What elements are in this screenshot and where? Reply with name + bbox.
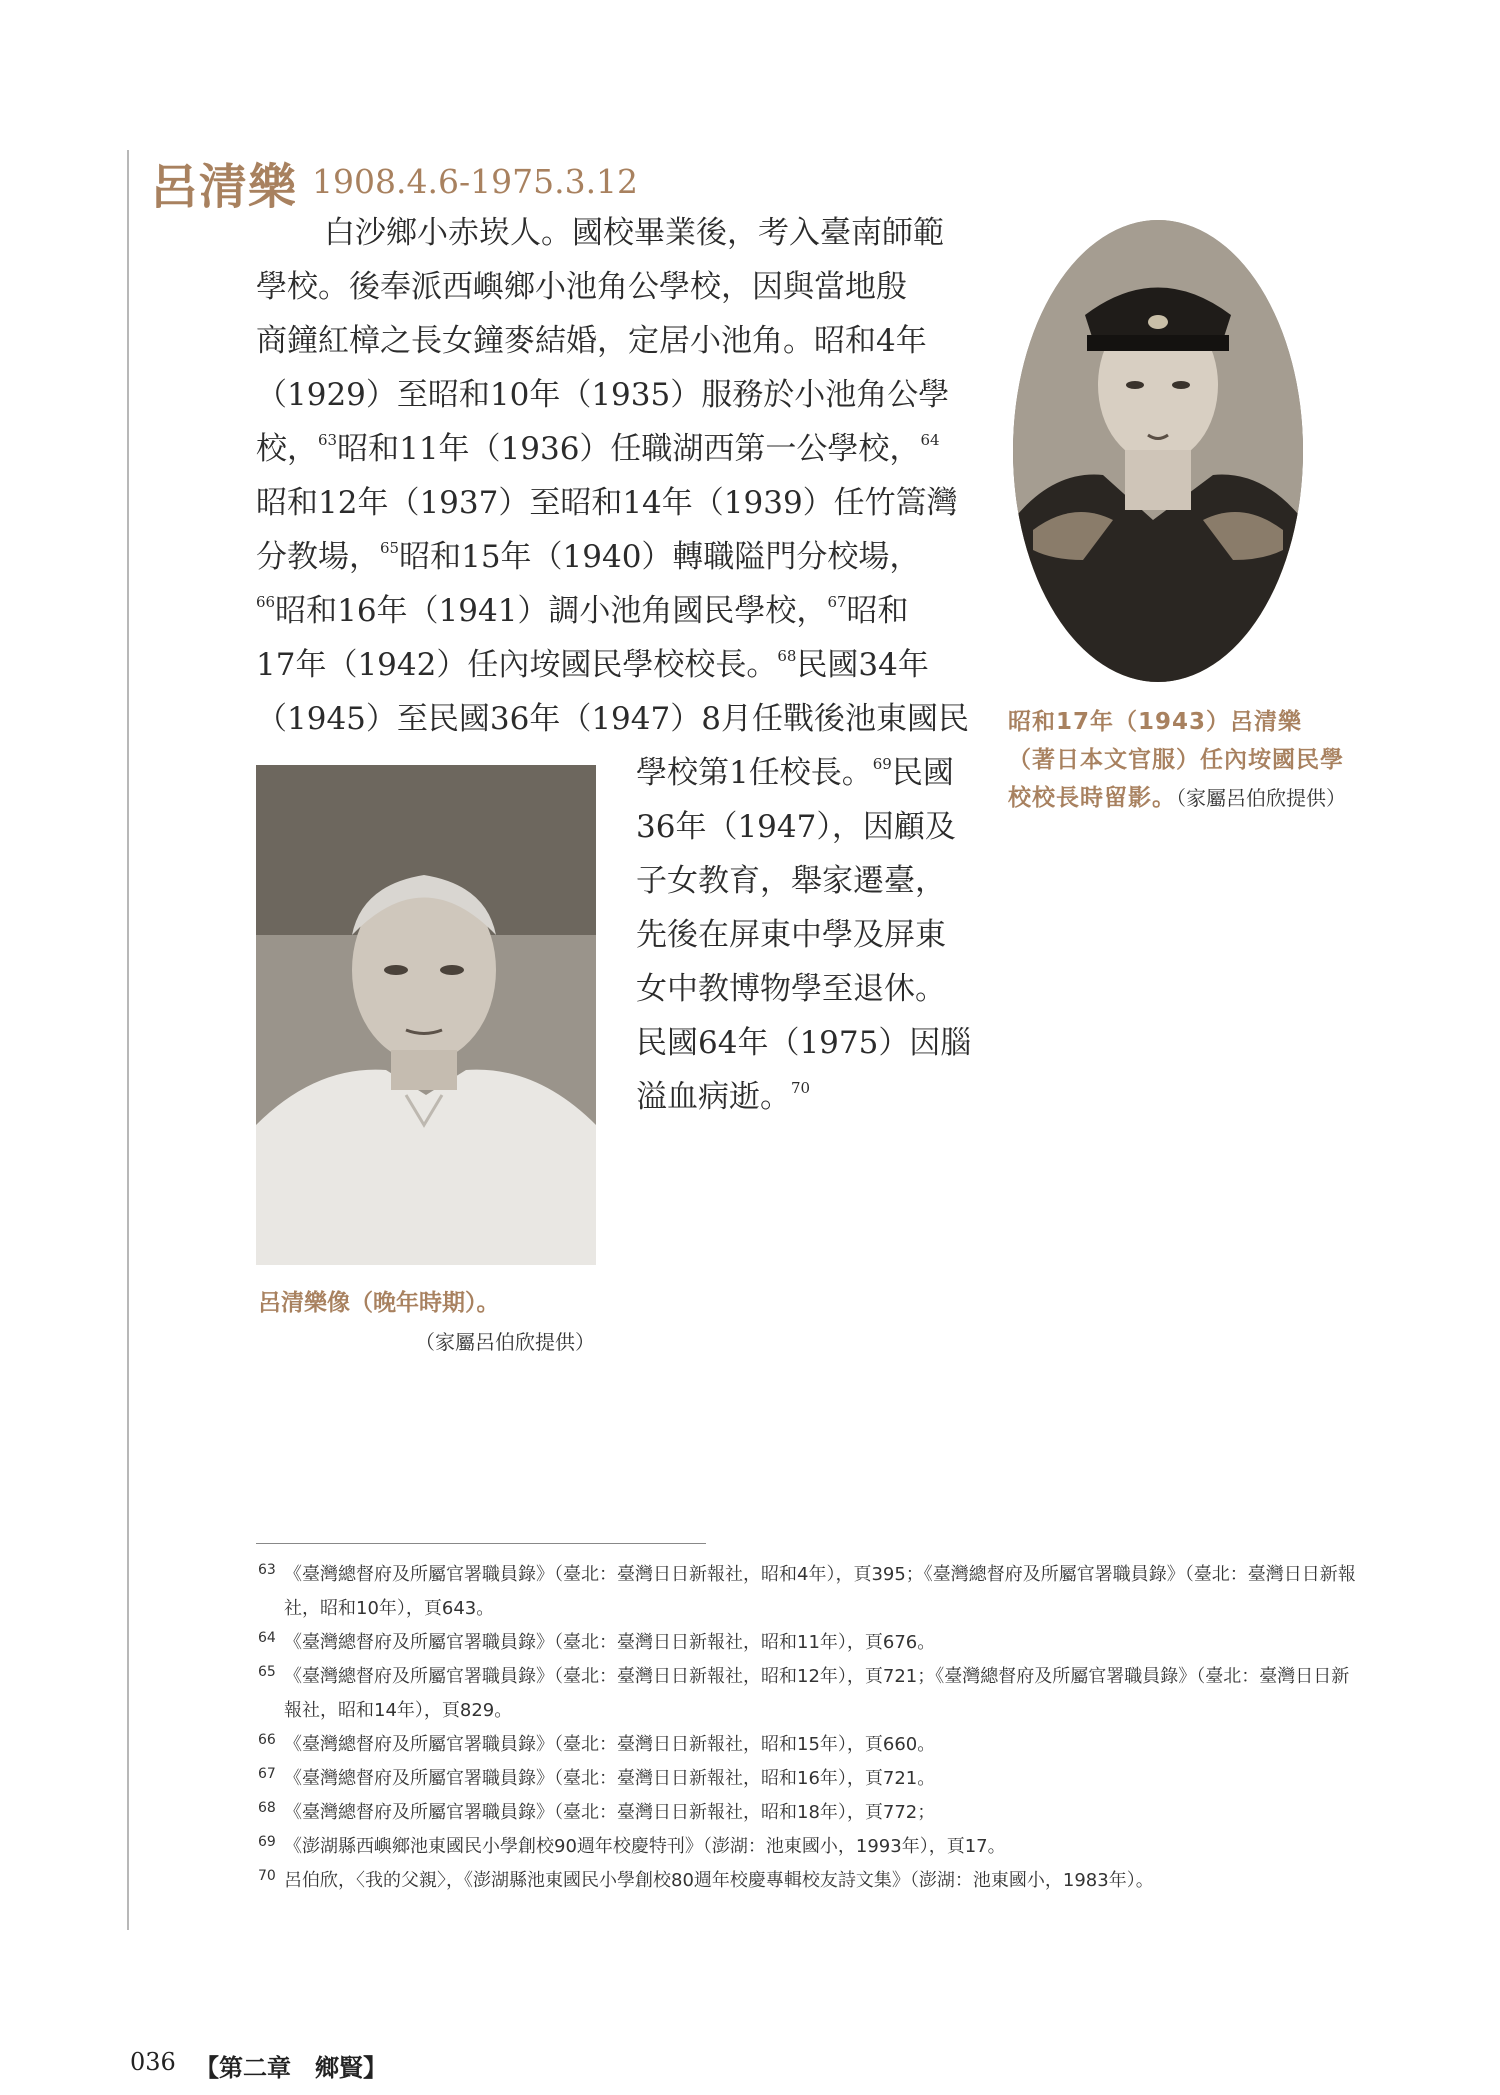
person-dates: 1908.4.6-1975.3.12 xyxy=(312,162,639,201)
body-line: 校，$^{63}$昭和11年（1936）任職湖西第一公學校，$^{64}$ xyxy=(256,431,940,467)
body-line: 分教場，$^{65}$昭和15年（1940）轉職隘門分校場， xyxy=(256,539,921,575)
footnote-divider xyxy=(256,1543,706,1544)
portrait-uniform-image xyxy=(1013,220,1303,682)
portrait-later-years-caption: 呂清樂像（晚年時期）。 xyxy=(258,1290,500,1316)
footnote-item: 70 呂伯欣，〈我的父親〉，《澎湖縣池東國民小學創校80週年校慶專輯校友詩文集》（澎湖：池東國小，1983年）。 xyxy=(258,1864,1358,1898)
footnote-item: 66 《臺灣總督府及所屬官署職員錄》（臺北：臺灣日日新報社，昭和15年），頁660。 xyxy=(258,1728,1358,1762)
footnote-ref[interactable]: 70 xyxy=(791,1079,811,1097)
body-line: 17年（1942）任內垵國民學校校長。$^{68}$民國34年 xyxy=(256,647,929,683)
footnote-item: 69 《澎湖縣西嶼鄉池東國民小學創校90週年校慶特刊》（澎湖：池東國小，1993年），頁17。 xyxy=(258,1830,1358,1864)
footnote-ref[interactable]: 64 xyxy=(920,431,940,449)
footnote-number: 69 xyxy=(258,1834,276,1850)
portrait-later-years-image xyxy=(256,765,596,1265)
portrait-uniform-caption: 昭和17年（1943）呂清樂（著日本文官服）任內垵國民學校校長時留影。（家屬呂伯欣提供） xyxy=(1008,709,1346,811)
body-line: 先後在屏東中學及屏東 xyxy=(636,917,946,953)
footnote-item: 63 《臺灣總督府及所屬官署職員錄》（臺北：臺灣日日新報社，昭和4年），頁395；《臺灣總督府及所屬官署職員錄》（臺北：臺灣日日新報社，昭和10年），頁643。 xyxy=(258,1558,1358,1626)
body-line: （1929）至昭和10年（1935）服務於小池角公學 xyxy=(256,377,950,413)
footnote-ref[interactable]: 67 xyxy=(827,593,847,611)
body-line: 子女教育，舉家遷臺， xyxy=(636,863,946,899)
footnote-number: 70 xyxy=(258,1868,276,1884)
footnote-ref[interactable]: 63 xyxy=(318,431,338,449)
chapter-label: 【第二章 鄉賢】 xyxy=(195,2053,387,2082)
footnote-item: 67 《臺灣總督府及所屬官署職員錄》（臺北：臺灣日日新報社，昭和16年），頁721。 xyxy=(258,1762,1358,1796)
body-line: 民國64年（1975）因腦 xyxy=(636,1025,972,1061)
body-line: 白沙鄉小赤崁人。國校畢業後，考入臺南師範 xyxy=(324,215,944,251)
body-line: 學校第1任校長。$^{69}$民國 xyxy=(636,755,954,791)
footnote-ref[interactable]: 69 xyxy=(872,755,892,773)
footnote-item: 64 《臺灣總督府及所屬官署職員錄》（臺北：臺灣日日新報社，昭和11年），頁676。 xyxy=(258,1626,1358,1660)
left-margin-rule xyxy=(127,150,129,1930)
body-line: （1945）至民國36年（1947）8月任戰後池東國民 xyxy=(256,701,969,737)
portrait-uniform-photo xyxy=(1013,220,1303,682)
footnote-ref[interactable]: 68 xyxy=(777,647,797,665)
footnote-item: 65 《臺灣總督府及所屬官署職員錄》（臺北：臺灣日日新報社，昭和12年），頁721；《臺灣總督府及所屬官署職員錄》（臺北：臺灣日日新報社，昭和14年），頁829。 xyxy=(258,1660,1358,1728)
person-name-heading: 呂清樂 xyxy=(150,159,298,215)
footnotes-list xyxy=(258,1558,1358,1898)
body-line: $^{66}$昭和16年（1941）調小池角國民學校，$^{67}$昭和 xyxy=(256,593,909,629)
portrait-later-years-photo xyxy=(256,765,596,1265)
body-line: 昭和12年（1937）至昭和14年（1939）任竹篙灣 xyxy=(256,485,958,521)
body-line: 女中教博物學至退休。 xyxy=(636,971,946,1007)
footnote-number: 68 xyxy=(258,1800,276,1816)
footnote-number: 67 xyxy=(258,1766,276,1782)
page-number: 036 xyxy=(130,2048,176,2076)
footnote-ref[interactable]: 65 xyxy=(380,539,400,557)
body-line: 學校。後奉派西嶼鄉小池角公學校，因與當地殷 xyxy=(256,269,907,305)
footnote-number: 64 xyxy=(258,1630,276,1646)
body-line: 溢血病逝。$^{70}$ xyxy=(636,1079,811,1115)
footnote-number: 63 xyxy=(258,1562,276,1578)
body-line: 36年（1947），因顧及 xyxy=(636,809,956,845)
portrait-later-years-credit: （家屬呂伯欣提供） xyxy=(415,1330,595,1354)
footnote-number: 65 xyxy=(258,1664,276,1680)
body-line: 商鐘紅樟之長女鐘麥結婚，定居小池角。昭和4年 xyxy=(256,323,927,359)
footnote-item: 68 《臺灣總督府及所屬官署職員錄》（臺北：臺灣日日新報社，昭和18年），頁772； xyxy=(258,1796,1358,1830)
footnote-ref[interactable]: 66 xyxy=(256,593,276,611)
footnote-number: 66 xyxy=(258,1732,276,1748)
